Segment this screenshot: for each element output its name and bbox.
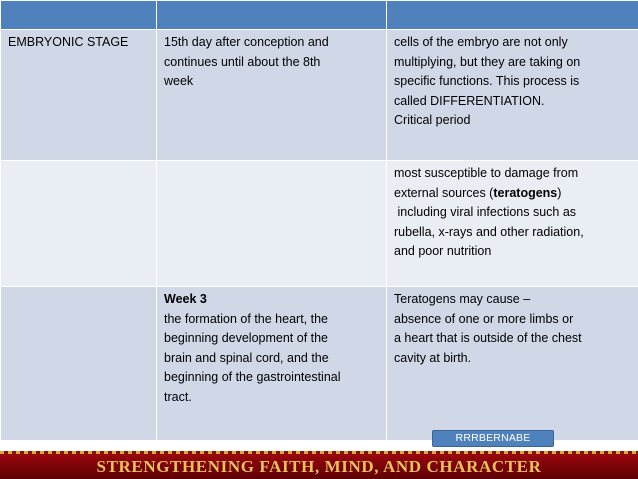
stage-cell [1,30,157,161]
description-line: specific functions. This process is [394,74,580,88]
header-cell-3 [387,1,638,30]
description-line: multiplying, but they are taking on [394,54,581,69]
timing-line: week [164,74,194,88]
footer-banner-text: STRENGTHENING FAITH, MIND, AND CHARACTER [96,457,542,476]
susceptibility-line: rubella, x-rays and other radiation, [394,224,584,239]
susceptibility-line [394,184,632,204]
effects-cell [387,287,638,441]
timing-line: continues until about the 8th [164,54,321,69]
timing-cell [157,30,387,161]
text-fragment: external sources ( [394,185,494,200]
table-row [1,161,638,287]
effects-line: Teratogens may cause – [394,292,531,306]
stage-label: EMBRYONIC STAGE [8,35,129,49]
empty-cell [1,161,157,287]
susceptibility-line: and poor nutrition [394,244,492,258]
timing-line: 15th day after conception and [164,35,329,49]
teratogens-term: teratogens [493,185,558,200]
text-fragment: ) [557,185,562,200]
footer-banner [0,451,638,479]
header-cell-2 [157,1,387,30]
table-row [1,30,638,161]
table-row [1,287,638,441]
table-header-row [1,1,638,30]
description-line: Critical period [394,113,471,127]
effects-line: cavity at birth. [394,350,472,365]
description-line: cells of the embryo are not only [394,35,568,49]
effects-line: absence of one or more limbs or [394,311,574,326]
description-cell [387,30,638,161]
week-line: beginning development of the [164,331,329,345]
empty-cell [1,287,157,441]
susceptibility-cell [387,161,638,287]
footer-stripe [0,451,638,454]
susceptibility-line: most susceptible to damage from [394,166,579,180]
week-line: the formation of the heart, the [164,311,328,326]
header-cell-1 [1,1,157,30]
author-badge: RRRBERNABE [432,430,554,447]
week-line: brain and spinal cord, and the [164,350,329,365]
week-line: beginning of the gastrointestinal [164,370,341,384]
effects-line: a heart that is outside of the chest [394,331,582,345]
susceptibility-line: including viral infections such as [394,205,577,219]
week-heading: Week 3 [164,292,207,306]
description-line: called DIFFERENTIATION. [394,93,545,108]
week-cell [157,287,387,441]
empty-cell [157,161,387,287]
week-line: tract. [164,389,192,404]
